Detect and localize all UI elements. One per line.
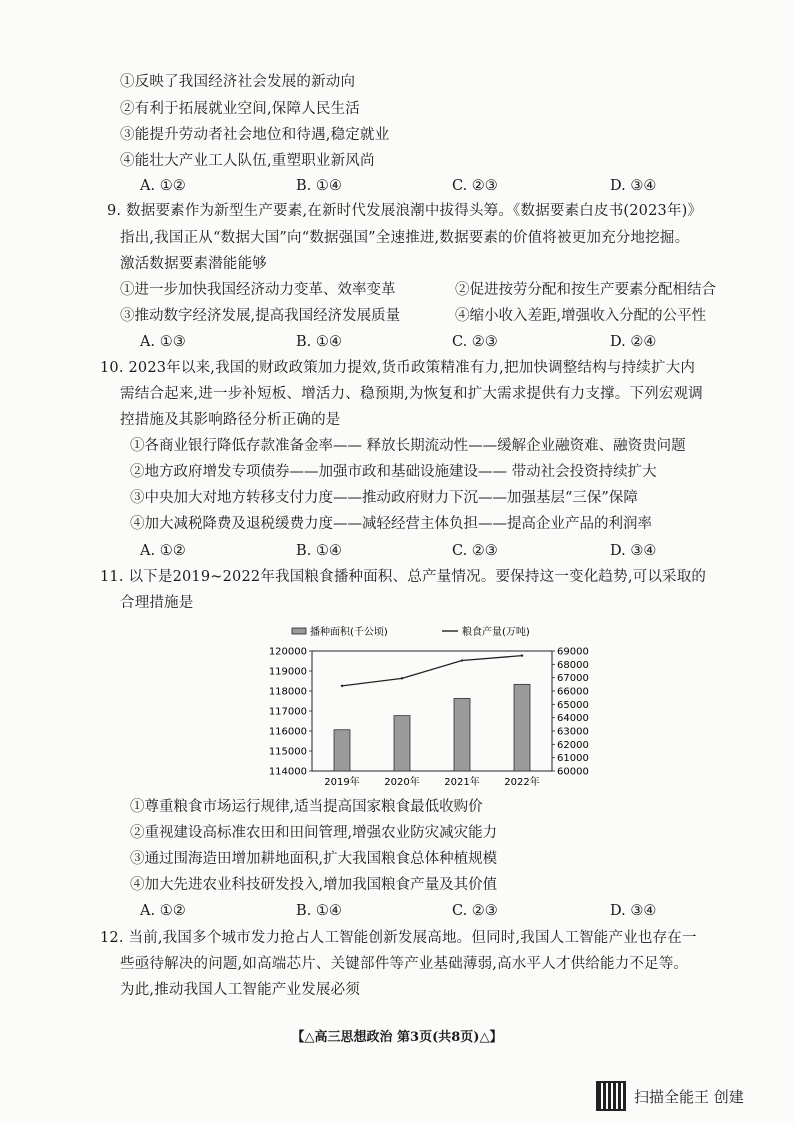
q8-item-1: ①反映了我国经济社会发展的新动向 — [120, 74, 356, 90]
right-axis-tick-label: 69000 — [557, 646, 589, 658]
q10-choice-c: C. ②③ — [452, 543, 498, 559]
q10-stem-line-3: 控措施及其影响路径分析正确的是 — [120, 412, 341, 428]
chart-legend — [292, 625, 530, 638]
page-footer: 【△高三思想政治 第3页(共8页)△】 — [291, 1030, 503, 1045]
bar-area-2022年 — [514, 684, 530, 771]
q9-item-3: ③推动数字经济发展,提高我国经济发展质量 — [120, 308, 401, 324]
point-output-2020年 — [401, 677, 403, 679]
q12-stem-line-2: 些亟待解决的问题,如高端芯片、关键部件等产业基础薄弱,高水平人才供给能力不足等。 — [120, 956, 689, 972]
q11-stem-line-2: 合理措施是 — [120, 595, 194, 611]
q10-stem-line-1: 10. 2023年以来,我国的财政政策加力提效,货币政策精准有力,把加快调整结构与持续扩大内 — [100, 360, 696, 376]
x-axis-label: 2021年 — [444, 777, 480, 788]
right-axis-tick-label: 62000 — [557, 739, 589, 751]
left-axis-tick-label: 116000 — [268, 726, 307, 738]
left-axis-tick-label: 115000 — [268, 746, 307, 758]
point-output-2019年 — [341, 685, 343, 687]
q11-item-3: ③通过围海造田增加耕地面积,扩大我国粮食总体种植规模 — [130, 851, 498, 867]
scanner-watermark — [596, 1082, 744, 1110]
bar-area-2021年 — [454, 698, 470, 771]
q9-stem-line-3: 激活数据要素潜能能够 — [120, 256, 267, 272]
scanner-watermark-text: 扫描全能王 创建 — [634, 1087, 744, 1106]
left-axis-tick-label: 114000 — [268, 766, 307, 778]
right-axis-tick-label: 66000 — [557, 686, 589, 698]
legend-bar-swatch — [292, 628, 306, 634]
left-axis-tick-label: 118000 — [268, 686, 307, 698]
left-axis-tick-label: 117000 — [268, 706, 307, 718]
q8-choice-a: A. ①② — [140, 178, 186, 194]
q8-item-4: ④能壮大产业工人队伍,重塑职业新风尚 — [120, 153, 375, 169]
q11-item-4: ④加大先进农业科技研发投入,增加我国粮食产量及其价值 — [130, 877, 498, 893]
q8-item-3: ③能提升劳动者社会地位和待遇,稳定就业 — [120, 127, 390, 143]
q11-choice-a: A. ①② — [140, 903, 186, 919]
q9-choice-a: A. ①③ — [140, 334, 186, 350]
right-axis-tick-label: 61000 — [557, 753, 589, 765]
bar-area-2020年 — [394, 716, 410, 771]
q11-choice-b: B. ①④ — [296, 903, 342, 919]
grain-chart — [250, 618, 620, 798]
x-axis-label: 2022年 — [504, 777, 540, 788]
q10-choice-a: A. ①② — [140, 543, 186, 559]
q8-choice-d: D. ③④ — [610, 178, 657, 194]
chart-plot-area — [269, 647, 589, 789]
left-axis-tick-label: 119000 — [268, 666, 307, 678]
point-output-2021年 — [461, 659, 463, 661]
qr-code-icon — [596, 1081, 626, 1111]
q9-item-1: ①进一步加快我国经济动力变革、效率变革 — [120, 282, 396, 298]
right-axis-tick-label: 63000 — [557, 726, 589, 738]
x-axis-label: 2020年 — [384, 777, 420, 788]
q11-item-2: ②重视建设高标准农田和田间管理,增强农业防灾减灾能力 — [130, 825, 498, 841]
left-axis-tick-label: 120000 — [268, 646, 307, 658]
right-axis-tick-label: 67000 — [557, 673, 589, 685]
right-axis-tick-label: 65000 — [557, 699, 589, 711]
q10-item-3: ③中央加大对地方转移支付力度——推动政府财力下沉——加强基层“三保”保障 — [130, 490, 638, 506]
q9-choice-b: B. ①④ — [296, 334, 342, 350]
q10-choice-b: B. ①④ — [296, 543, 342, 559]
q10-stem-line-2: 需结合起来,进一步补短板、增活力、稳预期,为恢复和扩大需求提供有力支撑。下列宏观调 — [120, 386, 703, 402]
q11-choice-d: D. ③④ — [610, 903, 657, 919]
right-axis-tick-label: 60000 — [557, 766, 589, 778]
q10-item-1: ①各商业银行降低存款准备金率—— 释放长期流动性——缓解企业融资难、融资贵问题 — [130, 438, 686, 454]
q9-choice-c: C. ②③ — [452, 334, 498, 350]
q9-stem-line-1: 9. 数据要素作为新型生产要素,在新时代发展浪潮中拔得头筹。《数据要素白皮书(2023年)》 — [107, 203, 703, 219]
q11-stem-line-1: 11. 以下是2019~2022年我国粮食播种面积、总产量情况。要保持这一变化趋势,可以采取的 — [100, 569, 707, 585]
q9-choice-d: D. ②④ — [610, 334, 657, 350]
right-axis-tick-label: 68000 — [557, 659, 589, 671]
line-grain-output — [342, 656, 522, 686]
x-axis-label: 2019年 — [324, 777, 360, 788]
right-axis-tick-label: 64000 — [557, 713, 589, 725]
q8-choice-b: B. ①④ — [296, 178, 342, 194]
q11-item-1: ①尊重粮食市场运行规律,适当提高国家粮食最低收购价 — [130, 799, 483, 815]
q9-item-4: ④缩小收入差距,增强收入分配的公平性 — [455, 308, 707, 324]
q11-choice-c: C. ②③ — [452, 903, 498, 919]
q12-stem-line-3: 为此,推动我国人工智能产业发展必须 — [120, 982, 361, 998]
legend-label-area: 播种面积(千公顷) — [310, 627, 388, 638]
q8-item-2: ②有利于拓展就业空间,保障人民生活 — [120, 101, 361, 117]
q9-item-2: ②促进按劳分配和按生产要素分配相结合 — [455, 282, 716, 298]
legend-label-output: 粮食产量(万吨) — [462, 627, 530, 638]
q9-stem-line-2: 指出,我国正从“数据大国”向“数据强国”全速推进,数据要素的价值将被更加充分地挖掘。 — [120, 230, 690, 246]
q10-item-4: ④加大减税降费及退税缓费力度——减轻经营主体负担——提高企业产品的利润率 — [130, 516, 652, 532]
q10-item-2: ②地方政府增发专项债券——加强市政和基础设施建设—— 带动社会投资持续扩大 — [130, 464, 657, 480]
q10-choice-d: D. ③④ — [610, 543, 657, 559]
q8-choice-c: C. ②③ — [452, 178, 498, 194]
point-output-2022年 — [521, 654, 523, 656]
bar-area-2019年 — [334, 730, 350, 771]
q12-stem-line-1: 12. 当前,我国多个城市发力抢占人工智能创新发展高地。但同时,我国人工智能产业也存在一 — [100, 930, 697, 946]
